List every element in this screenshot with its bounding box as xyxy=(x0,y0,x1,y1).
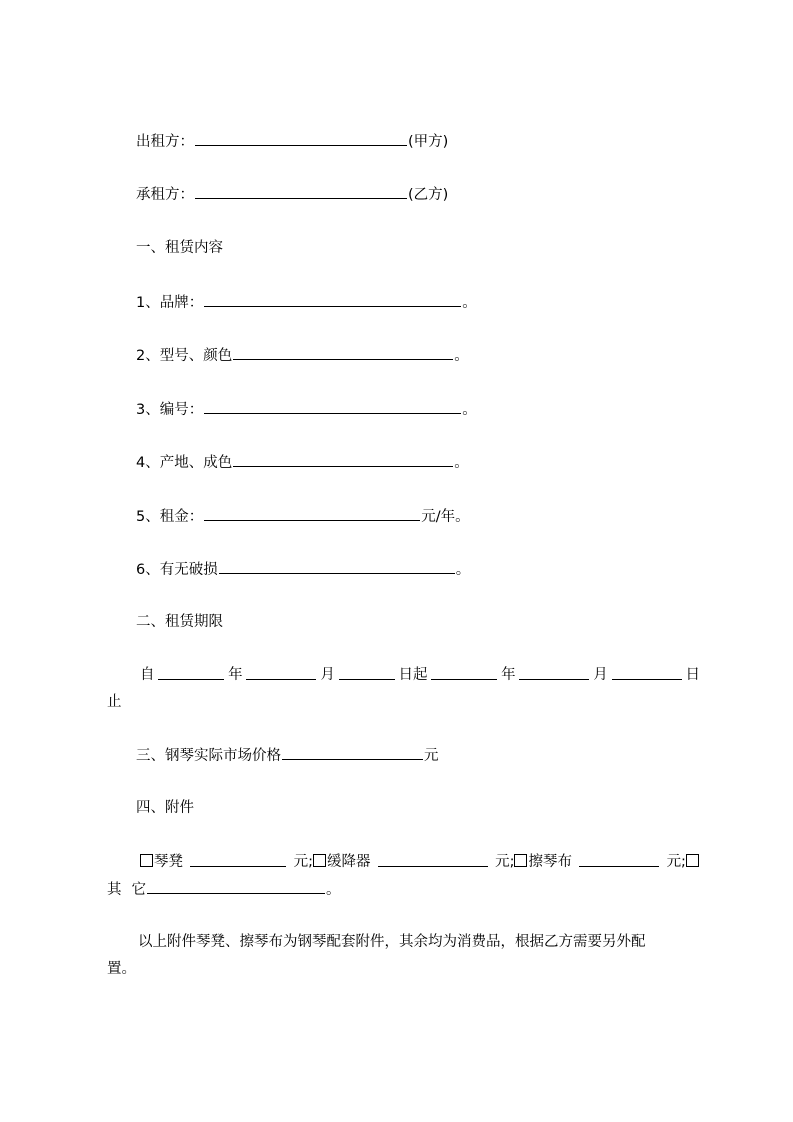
lessor-suffix: (甲方) xyxy=(408,134,449,150)
number-label: 3、编号： xyxy=(136,402,204,418)
rent-label: 5、租金： xyxy=(136,509,204,525)
other-period: 。 xyxy=(326,882,341,898)
number-line xyxy=(136,399,477,419)
end-day-blank[interactable] xyxy=(612,665,682,680)
damage-end: 。 xyxy=(455,562,471,578)
rent-line xyxy=(136,506,470,526)
lease-period-line xyxy=(140,665,700,685)
cloth-price-blank[interactable] xyxy=(579,852,659,867)
section2-heading: 二、租赁期限 xyxy=(136,614,223,630)
stool-price-blank[interactable] xyxy=(190,852,286,867)
price-blank[interactable] xyxy=(282,745,423,760)
period-year-2: 年 xyxy=(501,667,516,683)
other-blank[interactable] xyxy=(147,879,325,894)
damage-line xyxy=(136,559,470,579)
number-end: 。 xyxy=(462,402,477,418)
cloth-checkbox[interactable] xyxy=(514,854,527,867)
cloth-label: 擦琴布 xyxy=(528,854,572,870)
model-label: 2、型号、颜色 xyxy=(136,348,233,364)
price-unit: 元 xyxy=(424,748,439,764)
accessories-note-line1: 以上附件琴凳、擦琴布为钢琴配套附件，其余均为消费品，根据乙方需要另外配 xyxy=(138,934,646,950)
damage-blank[interactable] xyxy=(219,559,455,574)
accessories-line xyxy=(140,852,700,872)
stool-unit: 元; xyxy=(293,854,313,870)
stool-checkbox[interactable] xyxy=(140,854,153,867)
damper-price-blank[interactable] xyxy=(378,852,488,867)
accessories-note-line2: 置。 xyxy=(107,961,136,977)
period-from: 自 xyxy=(140,667,155,683)
rent-end: 元/年。 xyxy=(421,509,470,525)
lessor-line xyxy=(136,131,448,151)
lessee-blank[interactable] xyxy=(195,184,407,199)
lessee-suffix: (乙方) xyxy=(408,187,449,203)
lessee-label: 承租方： xyxy=(136,187,194,203)
brand-label: 1、品牌： xyxy=(136,295,204,311)
model-line xyxy=(136,345,469,365)
other-checkbox[interactable] xyxy=(686,854,699,867)
origin-end: 。 xyxy=(454,455,469,471)
start-year-blank[interactable] xyxy=(158,665,224,680)
origin-line xyxy=(136,452,469,472)
other-label-a: 其 xyxy=(107,882,122,898)
brand-line xyxy=(136,292,477,312)
start-month-blank[interactable] xyxy=(246,665,316,680)
period-day-start: 日起 xyxy=(398,667,428,683)
period-month-1: 月 xyxy=(320,667,335,683)
section3-heading: 三、钢琴实际市场价格 xyxy=(136,748,281,764)
other-label-b: 它 xyxy=(131,882,146,898)
price-line xyxy=(136,745,439,765)
lessee-line xyxy=(136,184,448,204)
origin-label: 4、产地、成色 xyxy=(136,455,233,471)
damper-label: 缓降器 xyxy=(326,854,371,870)
period-end: 止 xyxy=(107,694,122,710)
end-year-blank[interactable] xyxy=(431,665,497,680)
damage-label: 6、有无破损 xyxy=(136,562,218,578)
brand-blank[interactable] xyxy=(204,292,461,307)
rent-blank[interactable] xyxy=(204,506,420,521)
period-day: 日 xyxy=(685,667,700,683)
model-end: 。 xyxy=(454,348,469,364)
lessor-label: 出租方： xyxy=(136,134,194,150)
section4-heading: 四、附件 xyxy=(136,800,194,816)
model-blank[interactable] xyxy=(233,345,453,360)
lessor-blank[interactable] xyxy=(195,131,407,146)
stool-label: 琴凳 xyxy=(154,854,183,870)
damper-unit: 元; xyxy=(495,854,515,870)
other-line xyxy=(107,879,702,899)
brand-end: 。 xyxy=(462,295,477,311)
cloth-unit: 元; xyxy=(666,854,686,870)
start-day-blank[interactable] xyxy=(339,665,395,680)
end-month-blank[interactable] xyxy=(519,665,589,680)
damper-checkbox[interactable] xyxy=(313,854,326,867)
section1-heading: 一、租赁内容 xyxy=(136,240,223,256)
period-year-1: 年 xyxy=(228,667,243,683)
period-month-2: 月 xyxy=(593,667,608,683)
origin-blank[interactable] xyxy=(233,452,453,467)
number-blank[interactable] xyxy=(204,399,461,414)
